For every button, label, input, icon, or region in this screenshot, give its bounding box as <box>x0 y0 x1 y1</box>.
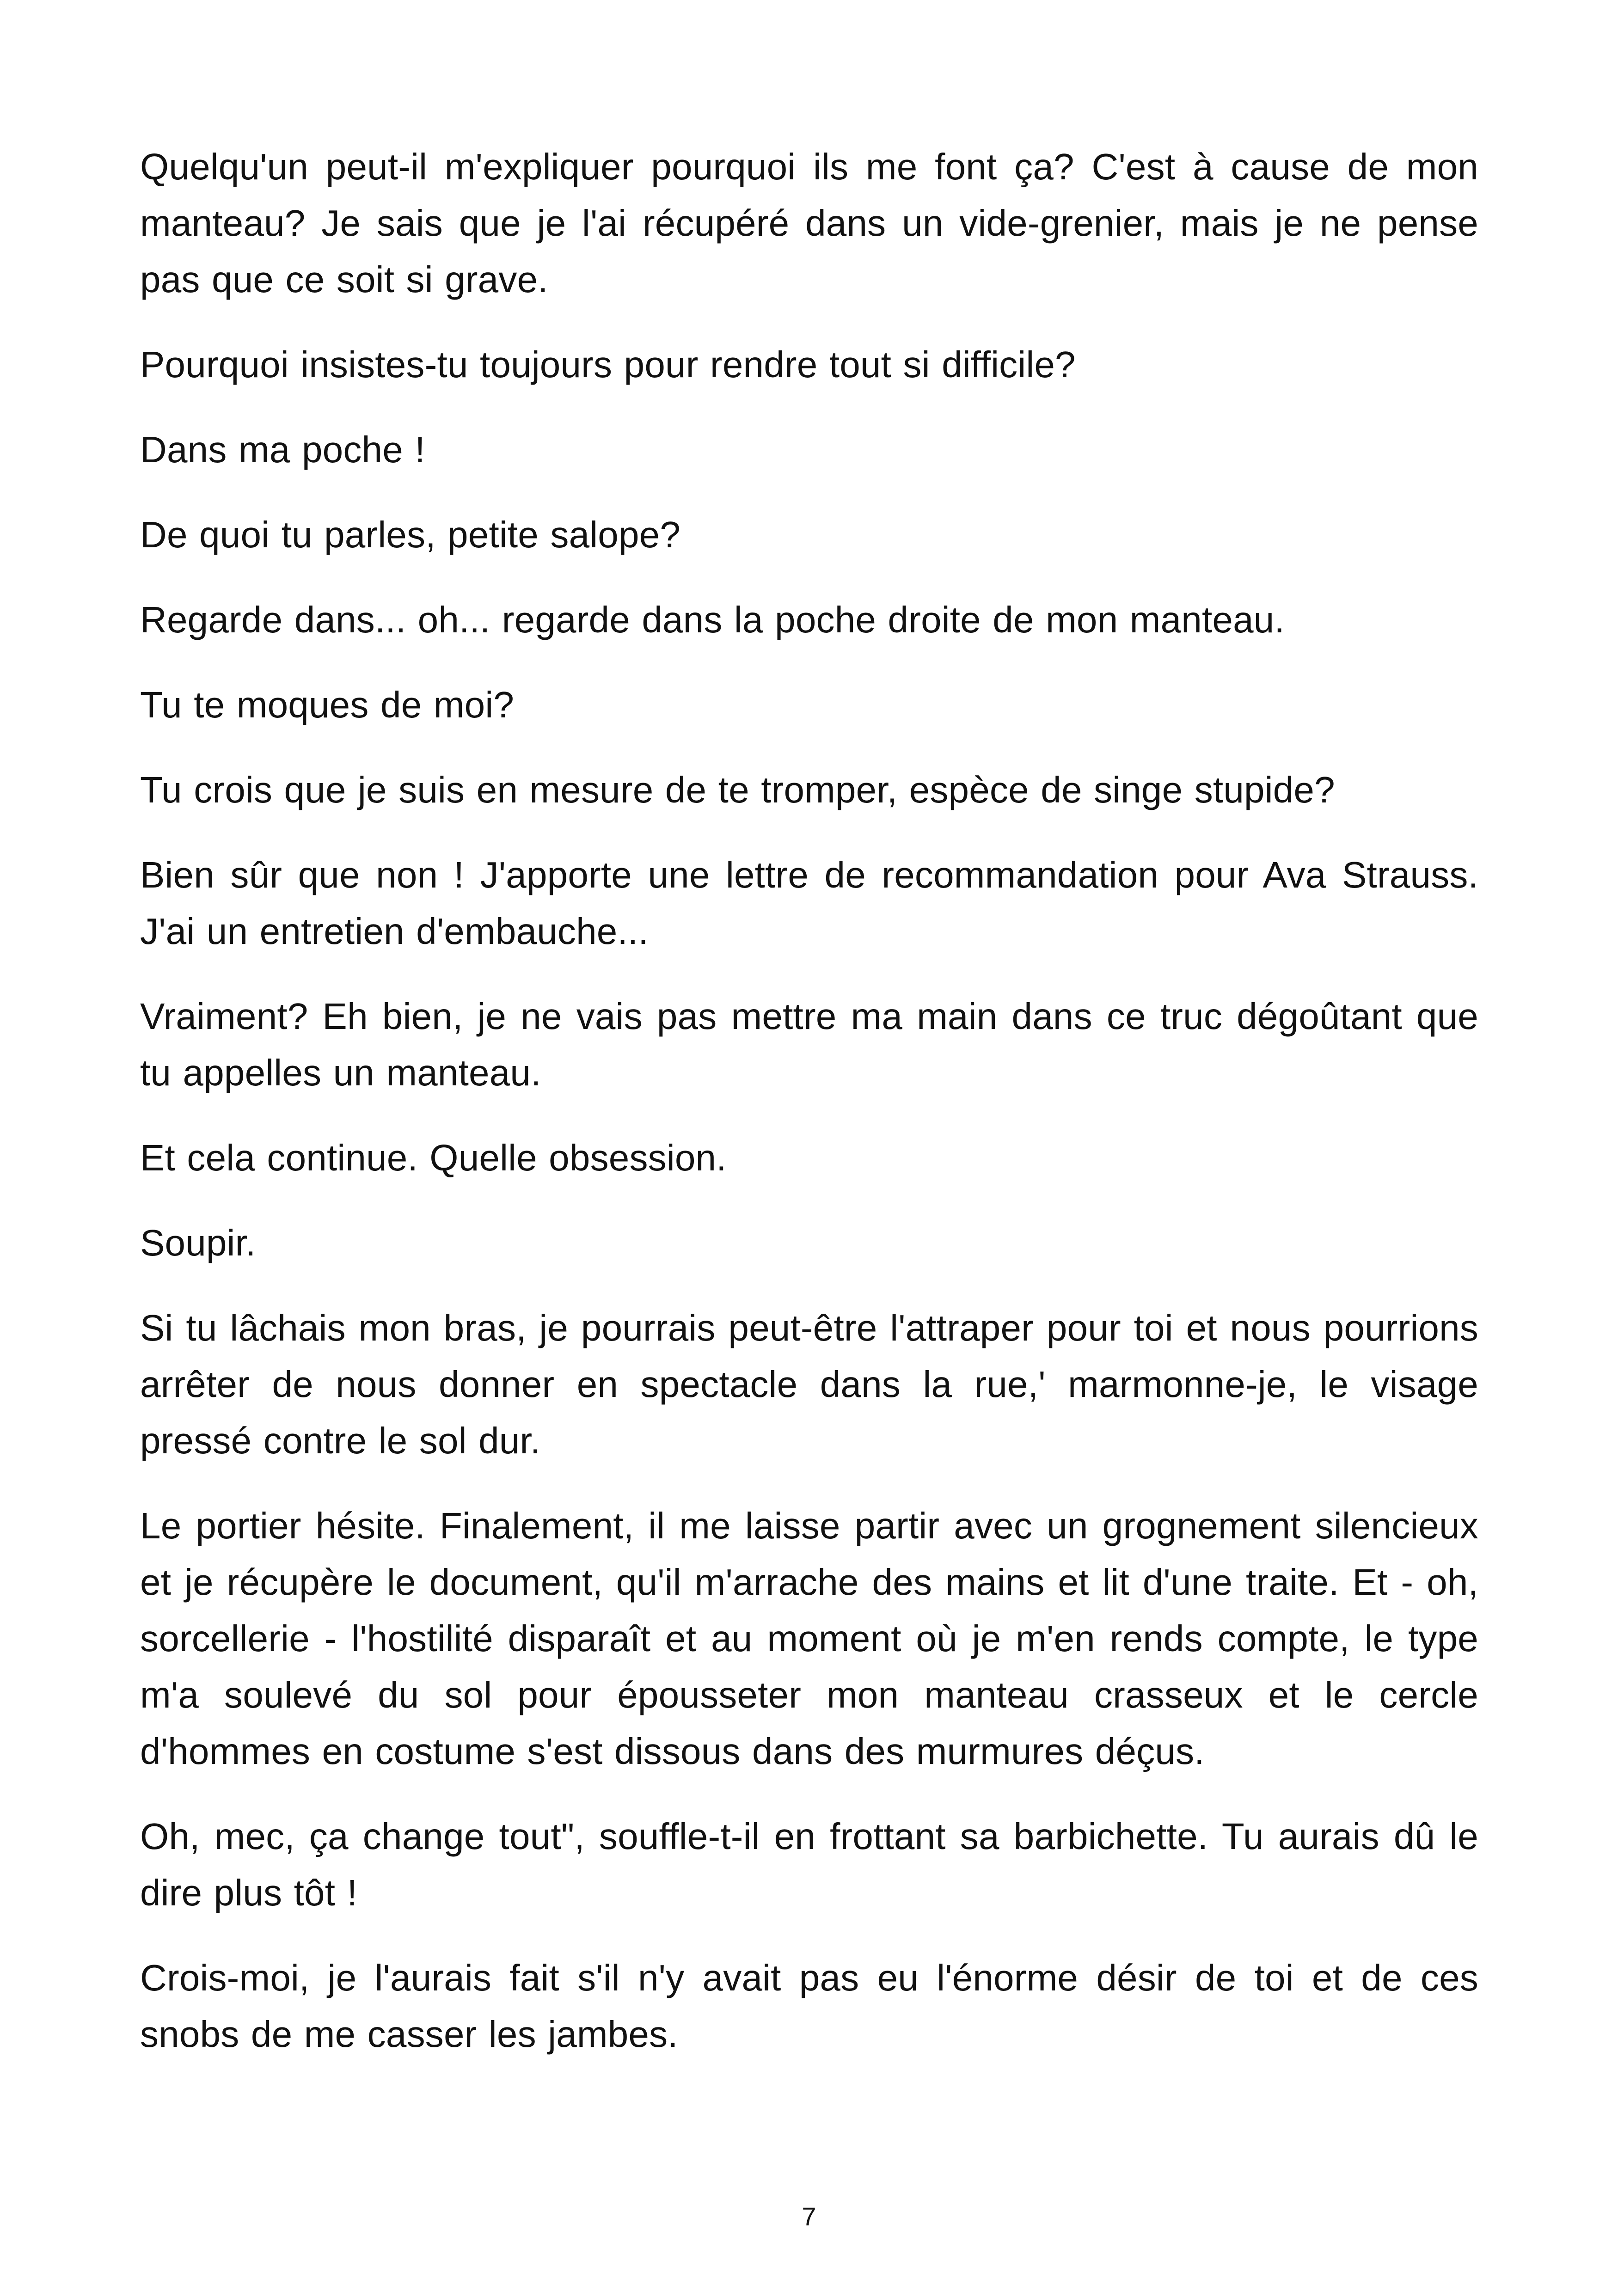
paragraph: Si tu lâchais mon bras, je pourrais peut-être l'attraper pour toi et nous pourrions arrêter de nous donner en spectacle dans la rue,' marmonne-je, le visage pressé contre le sol dur. <box>140 1307 1478 1461</box>
paragraph: Et cela continue. Quelle obsession. <box>140 1137 727 1178</box>
paragraph: Regarde dans... oh... regarde dans la poche droite de mon manteau. <box>140 599 1285 640</box>
paragraph: Dans ma poche ! <box>140 429 425 470</box>
paragraph: De quoi tu parles, petite salope? <box>140 514 681 555</box>
page-number: 7 <box>802 2202 816 2231</box>
paragraph: Oh, mec, ça change tout", souffle-t-il en frottant sa barbichette. Tu aurais dû le dire plus tôt ! <box>140 1816 1478 1913</box>
paragraph: Soupir. <box>140 1222 256 1263</box>
paragraph: Pourquoi insistes-tu toujours pour rendre tout si difficile? <box>140 344 1076 385</box>
paragraph: Bien sûr que non ! J'apporte une lettre de recommandation pour Ava Strauss. J'ai un entretien d'embauche... <box>140 854 1478 952</box>
paragraph: Tu te moques de moi? <box>140 684 515 725</box>
paragraph: Quelqu'un peut-il m'expliquer pourquoi ils me font ça? C'est à cause de mon manteau? Je sais que je l'ai récupéré dans un vide-grenier, mais je ne pense pas que ce soit si grave. <box>140 146 1478 300</box>
paragraph: Le portier hésite. Finalement, il me laisse partir avec un grognement silencieux et je récupère le document, qu'il m'arrache des mains et lit d'une traite. Et - oh, sorcellerie - l'hostilité disparaît et au moment où je m'en rends compte, le type m'a soulevé du sol pour épousseter mon manteau crasseux et le cercle d'hommes en costume s'est dissous dans des murmures déçus. <box>140 1505 1478 1772</box>
paragraph: Crois-moi, je l'aurais fait s'il n'y avait pas eu l'énorme désir de toi et de ces snobs de me casser les jambes. <box>140 1957 1478 2055</box>
paragraph: Vraiment? Eh bien, je ne vais pas mettre ma main dans ce truc dégoûtant que tu appelles un manteau. <box>140 996 1478 1093</box>
paragraph: Tu crois que je suis en mesure de te tromper, espèce de singe stupide? <box>140 769 1335 810</box>
body-text <box>140 139 1478 2091</box>
